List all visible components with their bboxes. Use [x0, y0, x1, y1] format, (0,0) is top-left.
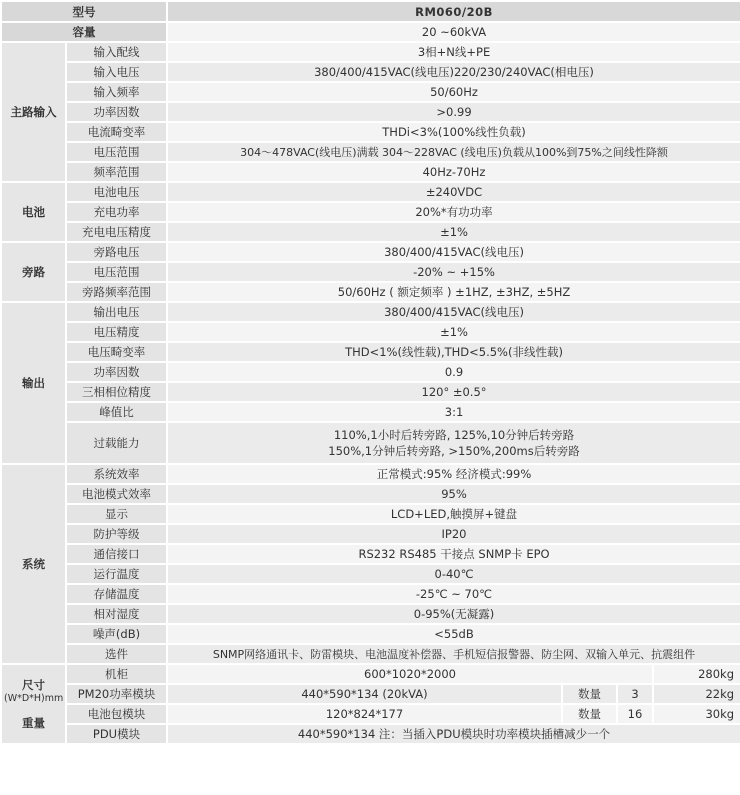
- table-row: [1, 382, 740, 402]
- row-label: 三相相位精度: [66, 382, 167, 402]
- dims-unit: (W*D*H)mm: [4, 693, 64, 704]
- row-value: LCD+LED,触摸屏+键盘: [167, 504, 740, 524]
- table-row: [1, 604, 740, 624]
- row-value: ±240VDC: [167, 182, 740, 202]
- row-label: 电池包模块: [66, 704, 167, 724]
- weight-title: 重量: [22, 716, 45, 730]
- table-row: [1, 142, 740, 162]
- row-value: 304～478VAC(线电压)满载 304～228VAC (线电压)负载从100%到75%之间线性降额: [167, 142, 740, 162]
- table-row: [1, 342, 740, 362]
- row-label: 功率因数: [66, 362, 167, 382]
- row-value: 正常模式:95% 经济模式:99%: [167, 464, 740, 484]
- table-row: [1, 202, 740, 222]
- row-value: SNMP网络通讯卡、防雷模块、电池温度补偿器、手机短信报警器、防尘网、双输入单元、抗震组件: [167, 644, 740, 664]
- table-row: [1, 564, 740, 584]
- row-label: 充电功率: [66, 202, 167, 222]
- header-row: [1, 1, 740, 22]
- row-value: 0.9: [167, 362, 740, 382]
- row-value: -25℃ ~ 70℃: [167, 584, 740, 604]
- row-value: ±1%: [167, 322, 740, 342]
- group-system: 系统: [1, 464, 66, 664]
- row-label: 旁路电压: [66, 242, 167, 262]
- cabinet-size: 600*1020*2000: [167, 664, 653, 684]
- row-value: [167, 422, 740, 464]
- pm20-qty: 3: [617, 684, 653, 704]
- table-row: [1, 704, 740, 724]
- row-value: 120° ±0.5°: [167, 382, 740, 402]
- row-label: 电池模式效率: [66, 484, 167, 504]
- row-label: 选件: [66, 644, 167, 664]
- row-label: PM20功率模块: [66, 684, 167, 704]
- row-label: 相对湿度: [66, 604, 167, 624]
- table-row: [1, 504, 740, 524]
- row-label: 旁路频率范围: [66, 282, 167, 302]
- battery-pack-qty-label: 数量: [562, 704, 617, 724]
- table-row: [1, 322, 740, 342]
- table-row: [1, 402, 740, 422]
- overload-line-2: 150%,1分钟后转旁路, >150%,200ms后转旁路: [328, 444, 580, 458]
- table-row: [1, 282, 740, 302]
- table-row: [1, 42, 740, 62]
- group-bypass: 旁路: [1, 242, 66, 302]
- table-row: [1, 544, 740, 564]
- group-dimensions-weight: [1, 664, 66, 744]
- row-value: 0-40℃: [167, 564, 740, 584]
- table-row: [1, 484, 740, 504]
- group-battery: 电池: [1, 182, 66, 242]
- row-value: <55dB: [167, 624, 740, 644]
- table-row: [1, 524, 740, 544]
- row-value: 380/400/415VAC(线电压): [167, 302, 740, 322]
- row-value: RS232 RS485 干接点 SNMP卡 EPO: [167, 544, 740, 564]
- row-value: ±1%: [167, 222, 740, 242]
- row-label: 过载能力: [66, 422, 167, 464]
- cabinet-weight: 280kg: [653, 664, 740, 684]
- row-value: 380/400/415VAC(线电压)220/230/240VAC(相电压): [167, 62, 740, 82]
- row-label: 峰值比: [66, 402, 167, 422]
- row-value: 380/400/415VAC(线电压): [167, 242, 740, 262]
- capacity-label: 容量: [1, 22, 167, 42]
- row-value: 95%: [167, 484, 740, 504]
- group-output: 输出: [1, 302, 66, 464]
- row-label: 存储温度: [66, 584, 167, 604]
- table-row: [1, 182, 740, 202]
- table-row: [1, 222, 740, 242]
- row-label: 输入频率: [66, 82, 167, 102]
- row-value: THD<1%(线性载),THD<5.5%(非线性载): [167, 342, 740, 362]
- row-label: 电压范围: [66, 262, 167, 282]
- table-row: [1, 422, 740, 464]
- capacity-row: [1, 22, 740, 42]
- table-row: [1, 362, 740, 382]
- row-label: 电流畸变率: [66, 122, 167, 142]
- battery-pack-size: 120*824*177: [167, 704, 562, 724]
- row-value: 0-95%(无凝露): [167, 604, 740, 624]
- table-row: [1, 102, 740, 122]
- table-row: [1, 122, 740, 142]
- row-label: 电压范围: [66, 142, 167, 162]
- table-row: [1, 724, 740, 744]
- table-row: [1, 464, 740, 484]
- row-value: 50/60Hz ( 额定频率 ) ±1HZ, ±3HZ, ±5HZ: [167, 282, 740, 302]
- table-row: [1, 302, 740, 322]
- table-row: [1, 664, 740, 684]
- row-label: 频率范围: [66, 162, 167, 182]
- pm20-weight: 22kg: [653, 684, 740, 704]
- row-value: 20%*有功功率: [167, 202, 740, 222]
- row-label: 通信接口: [66, 544, 167, 564]
- row-label: 电池电压: [66, 182, 167, 202]
- table-row: [1, 242, 740, 262]
- row-label: 输入配线: [66, 42, 167, 62]
- row-label: 充电电压精度: [66, 222, 167, 242]
- table-row: [1, 262, 740, 282]
- table-row: [1, 584, 740, 604]
- row-label: 系统效率: [66, 464, 167, 484]
- row-label: 输出电压: [66, 302, 167, 322]
- pm20-size: 440*590*134 (20kVA): [167, 684, 562, 704]
- pdu-value: 440*590*134 注：当插入PDU模块时功率模块插槽减少一个: [167, 724, 740, 744]
- row-value: IP20: [167, 524, 740, 544]
- row-label: 机柜: [66, 664, 167, 684]
- row-label: 噪声(dB): [66, 624, 167, 644]
- row-value: 3相+N线+PE: [167, 42, 740, 62]
- table-row: [1, 684, 740, 704]
- row-value: 50/60Hz: [167, 82, 740, 102]
- battery-pack-weight: 30kg: [653, 704, 740, 724]
- row-value: 3:1: [167, 402, 740, 422]
- table-row: [1, 82, 740, 102]
- row-label: 功率因数: [66, 102, 167, 122]
- row-value: >0.99: [167, 102, 740, 122]
- row-label: 电压畸变率: [66, 342, 167, 362]
- model-value: RM060/20B: [167, 1, 740, 22]
- row-value: -20% ~ +15%: [167, 262, 740, 282]
- group-main-input: 主路输入: [1, 42, 66, 182]
- row-label: PDU模块: [66, 724, 167, 744]
- capacity-value: 20 ~60kVA: [167, 22, 740, 42]
- table-row: [1, 624, 740, 644]
- table-row: [1, 644, 740, 664]
- battery-pack-qty: 16: [617, 704, 653, 724]
- row-label: 输入电压: [66, 62, 167, 82]
- row-label: 显示: [66, 504, 167, 524]
- overload-line-1: 110%,1小时后转旁路, 125%,10分钟后转旁路: [333, 428, 575, 442]
- table-row: [1, 162, 740, 182]
- row-value: 40Hz-70Hz: [167, 162, 740, 182]
- table-row: [1, 62, 740, 82]
- pm20-qty-label: 数量: [562, 684, 617, 704]
- row-label: 运行温度: [66, 564, 167, 584]
- row-value: THDi<3%(100%线性负载): [167, 122, 740, 142]
- row-label: 防护等级: [66, 524, 167, 544]
- model-label: 型号: [1, 1, 167, 22]
- row-label: 电压精度: [66, 322, 167, 342]
- dims-title: 尺寸: [22, 678, 45, 692]
